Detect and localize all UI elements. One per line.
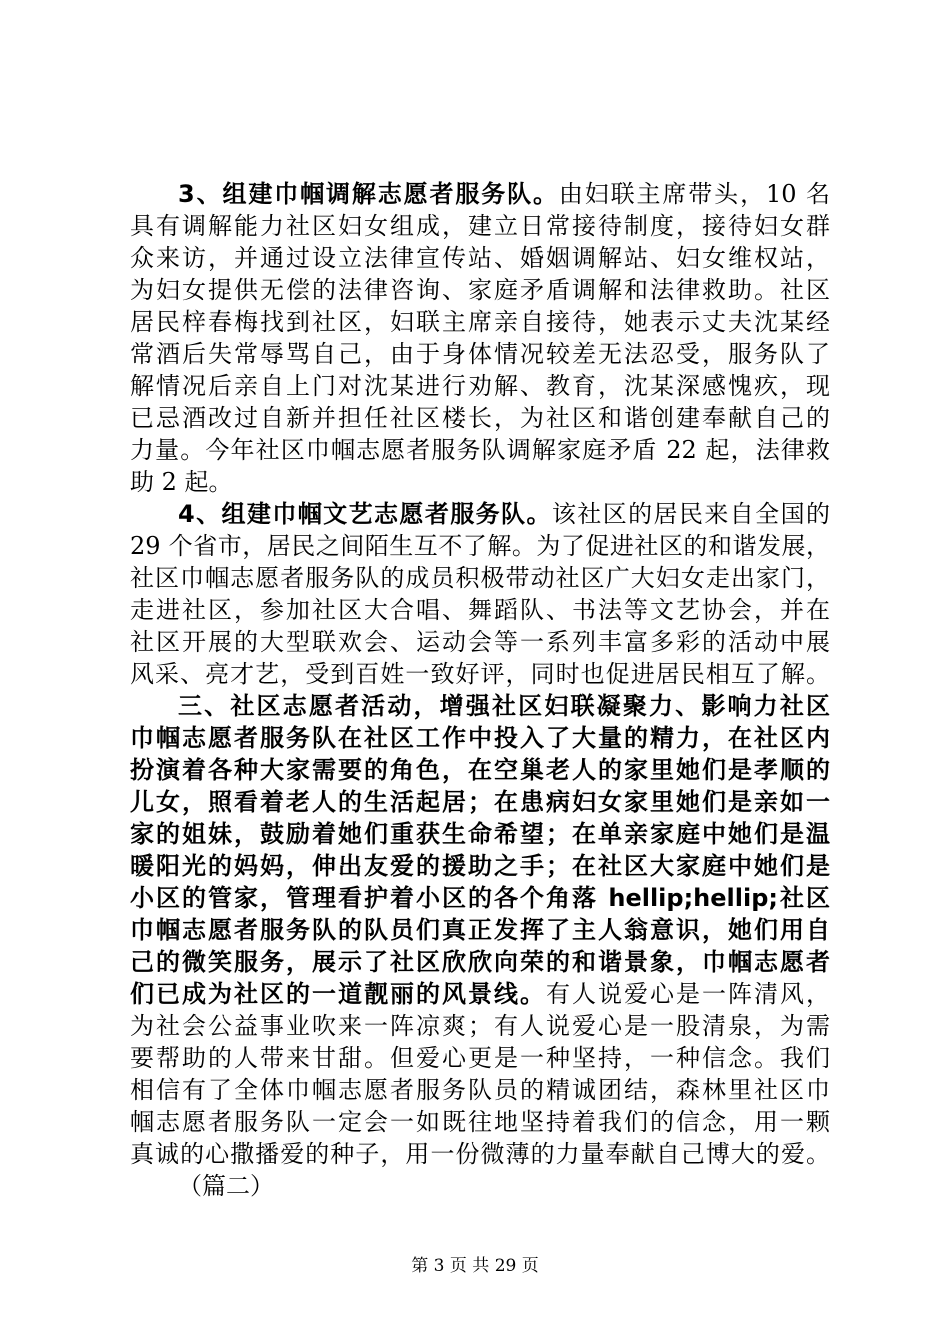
paragraph-line: 助 2 起。 [130,468,233,496]
paragraph-line: 帼志愿者服务队一定会一如既往地坚持着我们的信念，用一颗 [130,1108,830,1136]
paragraph-line: 社区巾帼志愿者服务队的成员积极带动社区广大妇女走出家门， [130,564,830,592]
paragraph-line: 力量。今年社区巾帼志愿者服务队调解家庭矛盾 22 起，法律救 [130,436,830,464]
paragraph-line: 风采、亮才艺，受到百姓一致好评，同时也促进居民相互了解。 [130,660,830,688]
paragraph-line: 为妇女提供无偿的法律咨询、家庭矛盾调解和法律救助。社区 [130,276,830,304]
paragraph-line: 社区开展的大型联欢会、运动会等一系列丰富多彩的活动中展 [130,628,830,656]
paragraph-line [130,978,830,1010]
paragraph-heading: 4、组建巾帼文艺志愿者服务队。 [178,500,552,528]
paragraph-line: 解情况后亲自上门对沈某进行劝解、教育，沈某深感愧疚，现 [130,372,830,400]
paragraph-line: 居民梓春梅找到社区，妇联主席亲自接待，她表示丈夫沈某经 [130,308,830,336]
paragraph-text: 该社区的居民来自全国的 [551,500,830,528]
paragraph-line: 众来访，并通过设立法律宣传站、婚姻调解站、妇女维权站， [130,244,830,272]
paragraph-line: 真诚的心撒播爱的种子，用一份微薄的力量奉献自己博大的爱。 [130,1140,830,1168]
section-label: （篇二） [178,1172,274,1200]
paragraph-bold-text: 们已成为社区的一道靓丽的风景线。 [130,980,546,1008]
paragraph-line: 己的微笑服务，展示了社区欣欣向荣的和谐景象，巾帼志愿者 [130,948,830,976]
paragraph-line: 29 个省市，居民之间陌生互不了解。为了促进社区的和谐发展， [130,532,830,560]
page-number-footer: 第 3 页 共 29 页 [411,1256,539,1276]
paragraph-line: 扮演着各种大家需要的角色，在空巢老人的家里她们是孝顺的 [130,756,830,784]
paragraph-line: 为社会公益事业吹来一阵凉爽；有人说爱心是一股清泉，为需 [130,1012,830,1040]
paragraph-line: 家的姐妹，鼓励着她们重获生命希望；在单亲家庭中她们是温 [130,820,830,848]
paragraph-text: 由妇联主席带头，10 名 [558,180,830,208]
paragraph-line: 常酒后失常辱骂自己，由于身体情况较差无法忍受，服务队了 [130,340,830,368]
paragraph-line: 走进社区，参加社区大合唱、舞蹈队、书法等文艺协会，并在 [130,596,830,624]
paragraph-line: 暖阳光的妈妈，伸出友爱的援助之手；在社区大家庭中她们是 [130,852,830,880]
paragraph-line: 小区的管家，管理看护着小区的各个角落 hellip;hellip;社区 [130,884,830,912]
paragraph-line: 巾帼志愿者服务队的队员们真正发挥了主人翁意识，她们用自 [130,916,830,944]
paragraph-line [178,498,830,530]
paragraph-line [178,178,830,210]
paragraph-text: 有人说爱心是一阵清风， [546,980,830,1008]
paragraph-line: 具有调解能力社区妇女组成，建立日常接待制度，接待妇女群 [130,212,830,240]
paragraph-line: 相信有了全体巾帼志愿者服务队员的精诚团结，森林里社区巾 [130,1076,830,1104]
paragraph-line: 已忌酒改过自新并担任社区楼长，为社区和谐创建奉献自己的 [130,404,830,432]
section-heading-line: 三、社区志愿者活动，增强社区妇联凝聚力、影响力社区 [178,692,830,720]
paragraph-line: 要帮助的人带来甘甜。但爱心更是一种坚持，一种信念。我们 [130,1044,830,1072]
paragraph-heading: 3、组建巾帼调解志愿者服务队。 [178,180,559,208]
paragraph-line: 儿女，照看着老人的生活起居；在患病妇女家里她们是亲如一 [130,788,830,816]
paragraph-line: 巾帼志愿者服务队在社区工作中投入了大量的精力，在社区内 [130,724,830,752]
